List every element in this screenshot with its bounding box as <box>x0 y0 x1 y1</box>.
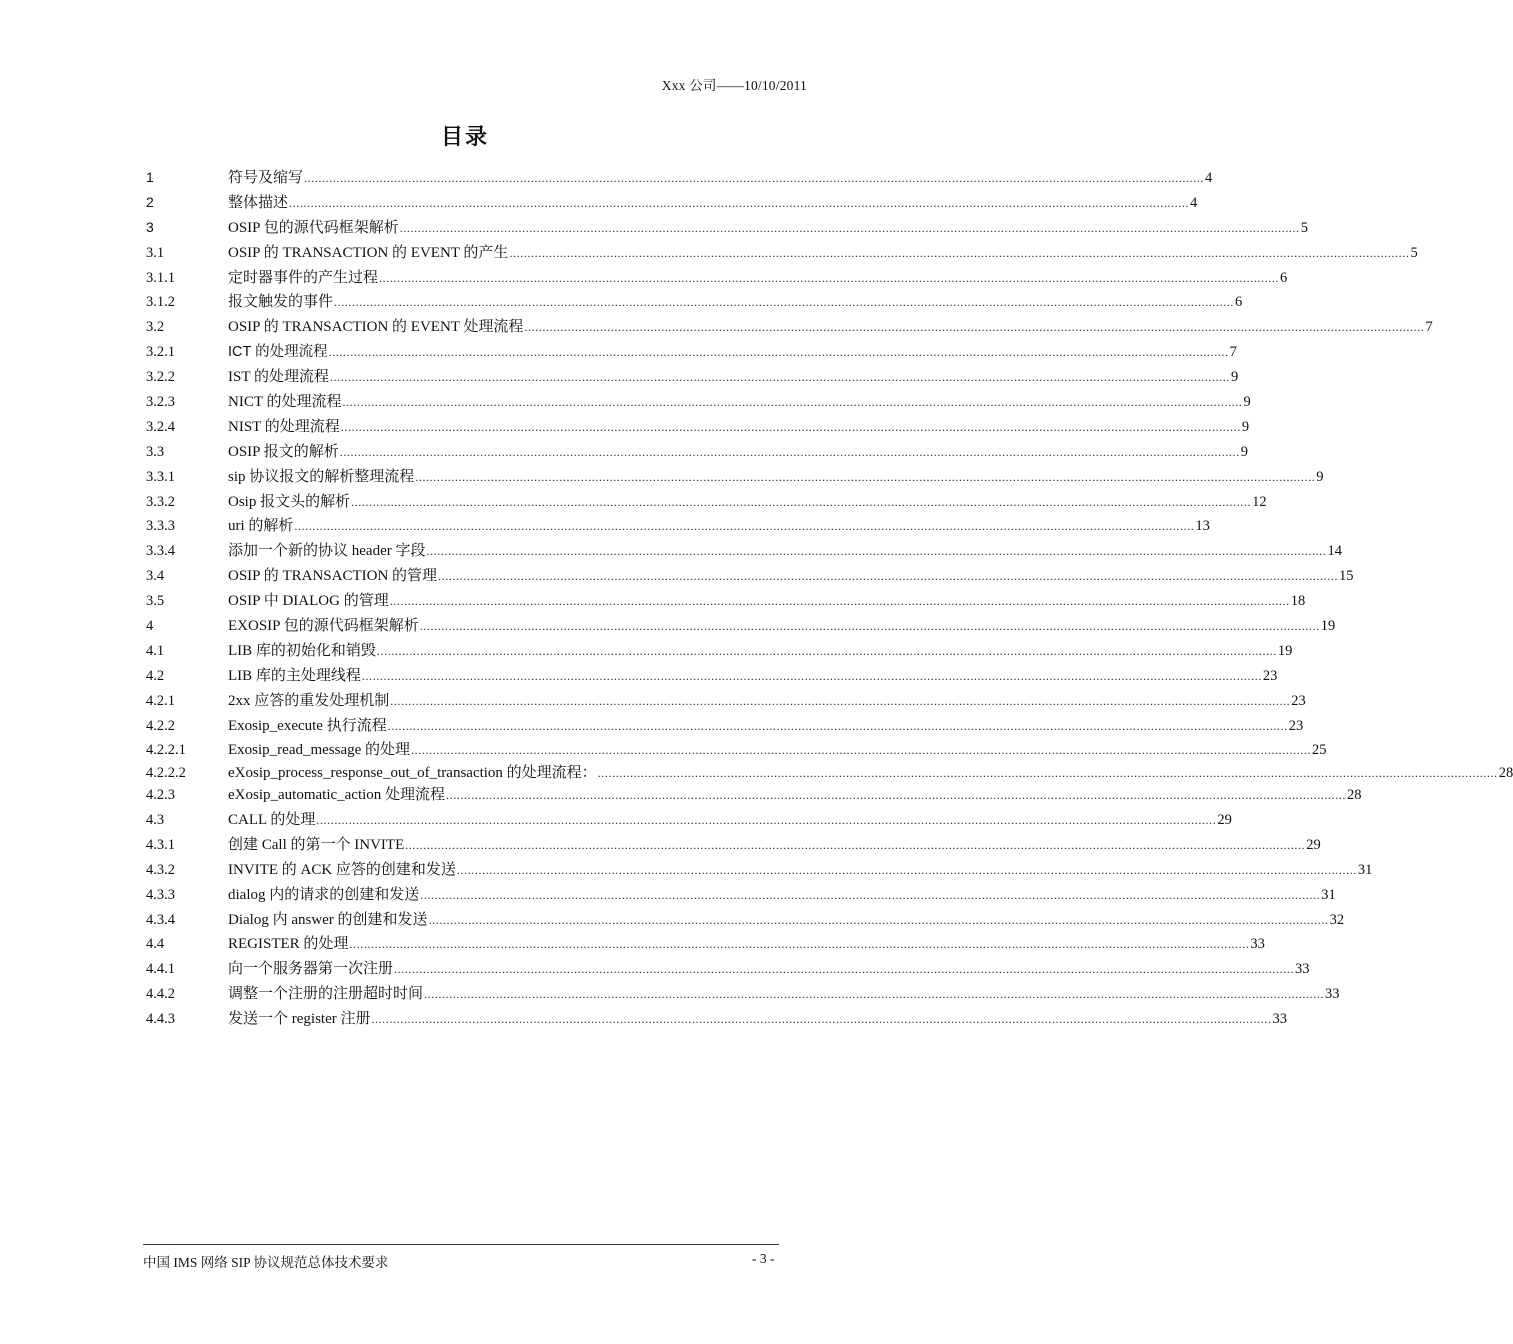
toc-entry[interactable] <box>146 589 1306 614</box>
toc-dot-leader <box>371 1012 1271 1027</box>
toc-entry-page: 18 <box>1290 593 1306 610</box>
toc-entry-title: 符号及缩写 <box>228 170 304 186</box>
toc-entry-title: LIB 库的初始化和销毁 <box>228 642 376 659</box>
toc-entry-title: NICT 的处理流程 <box>228 394 342 411</box>
header-company-date: Xxx 公司——10/10/2011 <box>661 78 807 93</box>
toc-entry[interactable] <box>146 833 1321 858</box>
toc-entry-title: CALL 的处理 <box>228 811 316 828</box>
toc-entry-number: 4.4.3 <box>146 1011 175 1028</box>
toc-entry-number: 4.2.2.1 <box>146 742 186 759</box>
toc-entry-number: 4.3.1 <box>146 836 175 853</box>
toc-entry[interactable] <box>146 639 1293 664</box>
toc-entry-title: ICT 的处理流程 <box>228 344 328 361</box>
toc-entry[interactable] <box>146 932 1265 957</box>
toc-entry[interactable] <box>146 714 1304 739</box>
toc-entry-number: 3.2 <box>146 319 165 336</box>
toc-entry-page: 23 <box>1288 717 1304 734</box>
toc-dot-leader <box>390 594 1290 609</box>
toc-entry[interactable] <box>146 883 1336 908</box>
toc-entry-title: Dialog 内 answer 的创建和发送 <box>228 911 428 928</box>
toc-entry[interactable] <box>146 808 1232 833</box>
toc-entry-title: IST 的处理流程 <box>228 369 329 386</box>
toc-entry-page: 33 <box>1250 936 1265 953</box>
toc-entry-number: 4.4.1 <box>146 961 175 978</box>
toc-entry-page: 6 <box>1280 269 1288 286</box>
toc-entry-number: 4 <box>146 618 154 635</box>
table-of-contents <box>146 166 1513 1032</box>
toc-entry-title: sip 协议报文的解析整理流程 <box>228 468 415 485</box>
toc-entry[interactable] <box>146 365 1239 390</box>
toc-dot-leader <box>420 888 1320 903</box>
toc-entry-page: 29 <box>1217 811 1232 828</box>
toc-dot-leader <box>426 544 1326 559</box>
toc-dot-leader <box>405 838 1305 853</box>
toc-entry[interactable] <box>146 689 1306 714</box>
toc-entry-title: eXosip_process_response_out_of_transaction 的处理流程： <box>228 764 597 781</box>
footer-page-number: - 3 - <box>752 1251 775 1266</box>
toc-dot-leader <box>446 788 1346 803</box>
toc-entry-page: 32 <box>1329 911 1345 928</box>
toc-entry[interactable] <box>146 440 1248 465</box>
toc-entry[interactable] <box>146 340 1237 365</box>
toc-entry-page: 9 <box>1230 369 1239 386</box>
toc-entry-number: 3.3.3 <box>146 518 175 535</box>
toc-entry-page: 5 <box>1410 244 1418 261</box>
toc-entry-number: 4.3.3 <box>146 886 175 903</box>
toc-entry-title: OSIP 的 TRANSACTION 的 EVENT 处理流程 <box>228 319 524 336</box>
toc-entry-page: 9 <box>1241 418 1250 435</box>
toc-dot-leader <box>316 813 1216 828</box>
toc-entry-page: 25 <box>1312 742 1327 759</box>
toc-entry-page: 9 <box>1316 468 1324 485</box>
toc-entry-number: 3.3.1 <box>146 468 175 485</box>
toc-entry-title: 添加一个新的协议 header 字段 <box>228 543 426 560</box>
toc-entry-number: 1 <box>146 169 154 185</box>
toc-entry-number: 4.2.2 <box>146 717 175 734</box>
toc-entry-number: 3.2.3 <box>146 394 175 411</box>
toc-dot-leader <box>420 619 1320 634</box>
toc-entry[interactable] <box>146 783 1362 808</box>
toc-dot-leader <box>379 271 1279 286</box>
toc-entry[interactable] <box>146 465 1324 490</box>
toc-entry-title: 向一个服务器第一次注册 <box>228 961 394 978</box>
toc-entry-page: 23 <box>1291 692 1306 709</box>
toc-entry[interactable] <box>146 1007 1287 1032</box>
toc-entry-page: 19 <box>1277 642 1293 659</box>
toc-entry-number: 4.2.2.2 <box>146 764 186 781</box>
toc-entry[interactable] <box>146 490 1267 515</box>
toc-entry-title: OSIP 的 TRANSACTION 的 EVENT 的产生 <box>228 244 509 261</box>
toc-dot-leader <box>294 519 1194 534</box>
toc-dot-leader <box>524 320 1424 335</box>
toc-entry-title: uri 的解析 <box>228 518 294 535</box>
toc-dot-leader <box>342 395 1242 410</box>
toc-entry-page: 33 <box>1325 986 1340 1003</box>
toc-dot-leader <box>289 196 1189 211</box>
toc-entry-title: EXOSIP 包的源代码框架解析 <box>228 618 419 635</box>
toc-entry[interactable] <box>146 957 1310 982</box>
toc-dot-leader <box>390 694 1290 709</box>
toc-entry-number: 3.3.2 <box>146 493 175 510</box>
toc-entry-number: 4.3 <box>146 811 165 828</box>
toc-dot-leader <box>304 171 1204 186</box>
toc-entry-title: OSIP 报文的解析 <box>228 443 339 460</box>
toc-entry[interactable] <box>146 761 1513 783</box>
toc-entry-title: Exosip_execute 执行流程 <box>228 717 387 734</box>
toc-dot-leader <box>362 669 1262 684</box>
toc-entry[interactable] <box>146 216 1308 241</box>
toc-entry-title: dialog 内的请求的创建和发送 <box>228 886 420 903</box>
toc-entry-number: 3.2.4 <box>146 418 175 435</box>
toc-entry-number: 4.3.4 <box>146 911 175 928</box>
toc-entry-page: 14 <box>1327 543 1342 560</box>
toc-entry-number: 3.1 <box>146 244 165 261</box>
toc-dot-leader <box>411 743 1311 758</box>
toc-entry-page: 13 <box>1195 518 1210 535</box>
toc-entry-title: 调整一个注册的注册超时时间 <box>228 986 424 1003</box>
toc-entry-title: Exosip_read_message 的处理 <box>228 742 411 759</box>
toc-entry[interactable] <box>146 908 1345 933</box>
toc-entry-page: 33 <box>1272 1011 1287 1028</box>
toc-entry-number: 4.1 <box>146 642 165 659</box>
toc-dot-leader <box>598 766 1498 781</box>
toc-entry-page: 4 <box>1190 194 1198 211</box>
toc-dot-leader <box>377 644 1277 659</box>
toc-dot-leader <box>394 962 1294 977</box>
toc-entry-number: 4.4.2 <box>146 986 175 1003</box>
toc-entry-title: 发送一个 register 注册 <box>228 1011 371 1028</box>
toc-entry-page: 7 <box>1229 344 1237 361</box>
toc-entry-title: OSIP 中 DIALOG 的管理 <box>228 593 389 610</box>
toc-entry[interactable] <box>146 241 1418 266</box>
toc-entry-title: REGISTER 的处理 <box>228 936 349 953</box>
toc-entry-number: 4.2.1 <box>146 692 175 709</box>
toc-dot-leader <box>388 719 1288 734</box>
toc-dot-leader <box>349 937 1249 952</box>
toc-entry-page: 28 <box>1498 764 1513 781</box>
toc-entry[interactable] <box>146 415 1250 440</box>
toc-entry-number: 3.3.4 <box>146 543 175 560</box>
toc-dot-leader <box>438 569 1338 584</box>
toc-entry-number: 3.5 <box>146 593 165 610</box>
toc-entry-page: 9 <box>1240 443 1248 460</box>
toc-entry-page: 15 <box>1339 568 1354 585</box>
toc-entry-title: eXosip_automatic_action 处理流程 <box>228 787 446 804</box>
toc-entry-page: 7 <box>1425 319 1433 336</box>
toc-entry-page: 31 <box>1321 886 1336 903</box>
toc-dot-leader <box>429 913 1329 928</box>
toc-entry-title: 2xx 应答的重发处理机制 <box>228 692 390 709</box>
toc-entry[interactable] <box>146 738 1327 760</box>
toc-entry-number: 3.1.1 <box>146 269 175 286</box>
toc-entry-page: 9 <box>1243 394 1251 411</box>
toc-entry-number: 2 <box>146 193 154 210</box>
toc-entry-number: 3.1.2 <box>146 294 175 311</box>
toc-dot-leader <box>340 445 1240 460</box>
toc-entry-page: 19 <box>1320 618 1336 635</box>
page-title: 目录 <box>440 125 489 150</box>
toc-entry-title: Osip 报文头的解析 <box>228 493 351 510</box>
toc-entry-number: 4.3.2 <box>146 861 175 878</box>
toc-entry-title: 创建 Call 的第一个 INVITE <box>228 836 405 853</box>
toc-entry-page: 23 <box>1262 667 1278 684</box>
toc-entry[interactable] <box>146 514 1210 539</box>
toc-entry-number: 3.3 <box>146 443 165 460</box>
toc-entry-number: 4.4 <box>146 936 165 953</box>
footer-document-title: 中国 IMS 网络 SIP 协议规范总体技术要求 <box>143 1255 389 1270</box>
toc-entry-title: 报文触发的事件 <box>228 294 334 311</box>
toc-entry-number: 3.2.2 <box>146 369 175 386</box>
toc-entry-number: 4.2.3 <box>146 787 175 804</box>
toc-entry-page: 4 <box>1205 170 1213 186</box>
toc-entry-title: NIST 的处理流程 <box>228 418 340 435</box>
toc-entry-title: 整体描述 <box>228 194 289 211</box>
toc-entry-page: 5 <box>1300 219 1308 236</box>
toc-entry-title: OSIP 包的源代码框架解析 <box>228 219 399 236</box>
toc-entry-page: 6 <box>1235 294 1243 311</box>
toc-entry[interactable] <box>146 614 1336 639</box>
toc-entry-number: 4.2 <box>146 667 165 684</box>
toc-entry-title: LIB 库的主处理线程 <box>228 667 361 684</box>
toc-entry-title: 定时器事件的产生过程 <box>228 269 379 286</box>
toc-dot-leader <box>509 246 1409 261</box>
toc-dot-leader <box>329 345 1229 360</box>
toc-entry[interactable] <box>146 564 1354 589</box>
toc-dot-leader <box>334 295 1234 310</box>
toc-entry[interactable] <box>146 166 1213 191</box>
toc-dot-leader <box>400 221 1300 236</box>
toc-entry-number: 3.4 <box>146 568 165 585</box>
toc-dot-leader <box>424 987 1324 1002</box>
toc-entry[interactable] <box>146 539 1342 564</box>
toc-entry-number: 3.2.1 <box>146 344 175 361</box>
toc-entry[interactable] <box>146 858 1373 883</box>
toc-dot-leader <box>457 863 1357 878</box>
toc-dot-leader <box>415 470 1315 485</box>
toc-entry[interactable] <box>146 315 1433 340</box>
toc-entry-page: 31 <box>1357 861 1373 878</box>
toc-entry[interactable] <box>146 191 1198 216</box>
toc-entry-title: OSIP 的 TRANSACTION 的管理 <box>228 568 438 585</box>
toc-dot-leader <box>341 420 1241 435</box>
toc-dot-leader <box>330 370 1230 385</box>
toc-entry-page: 29 <box>1306 836 1321 853</box>
toc-entry-page: 12 <box>1252 493 1267 510</box>
toc-entry[interactable] <box>146 664 1278 689</box>
toc-entry[interactable] <box>146 290 1243 315</box>
toc-entry-number: 3 <box>146 218 154 235</box>
toc-entry-page: 28 <box>1347 787 1362 804</box>
toc-entry[interactable] <box>146 266 1288 291</box>
toc-entry[interactable] <box>146 982 1340 1007</box>
footer-divider <box>143 1244 779 1245</box>
toc-entry-page: 33 <box>1295 961 1310 978</box>
toc-entry[interactable] <box>146 390 1251 415</box>
toc-dot-leader <box>351 495 1251 510</box>
toc-entry-title: INVITE 的 ACK 应答的创建和发送 <box>228 861 456 878</box>
